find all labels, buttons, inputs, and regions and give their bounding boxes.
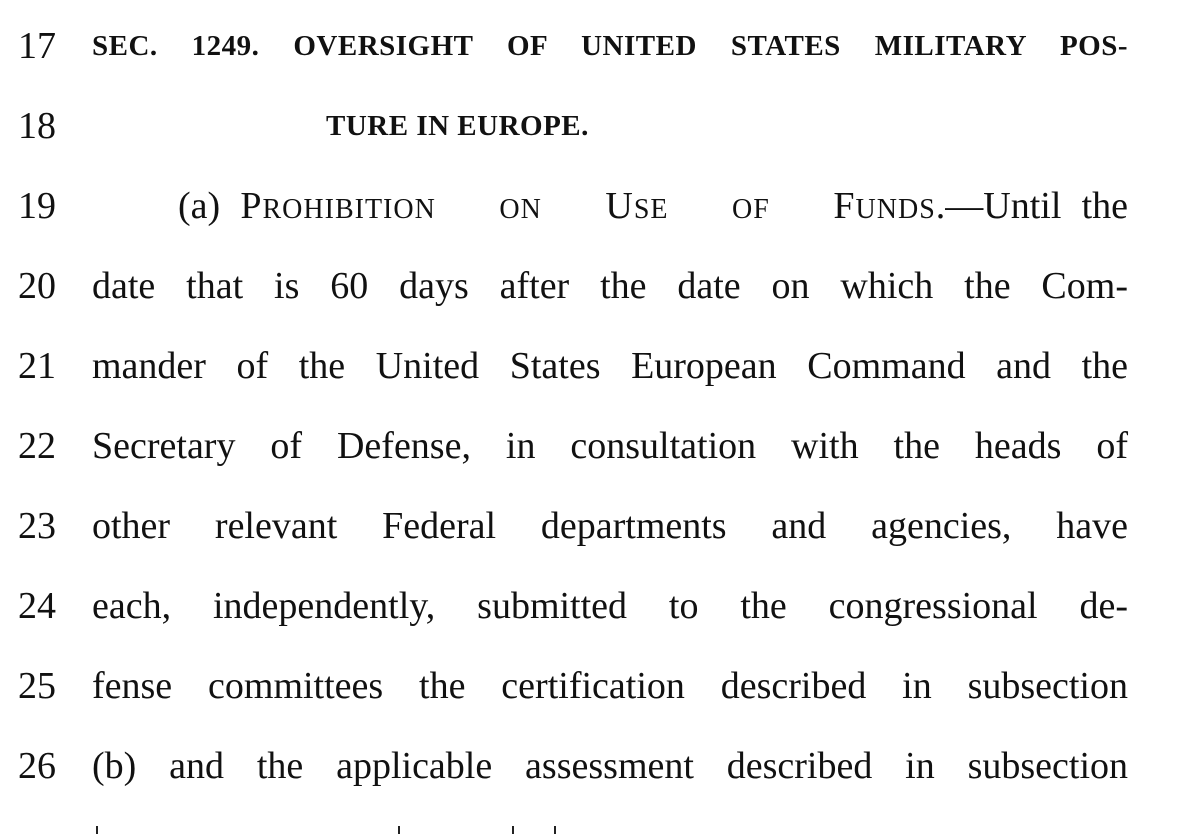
line-number: 19 bbox=[18, 185, 56, 227]
line-number: 22 bbox=[18, 425, 56, 467]
section-heading-continued: TURE IN EUROPE. bbox=[326, 110, 589, 142]
bill-line-20 bbox=[0, 246, 1200, 326]
bill-line-22 bbox=[0, 406, 1200, 486]
bill-line-24 bbox=[0, 566, 1200, 646]
line-text: date that is 60 days after the date on which the Com- bbox=[92, 265, 1128, 307]
line-text: other relevant Federal departments and agencies, have bbox=[92, 505, 1128, 547]
next-line-cutoff bbox=[0, 826, 1200, 836]
line-number: 25 bbox=[18, 665, 56, 707]
line-number: 23 bbox=[18, 505, 56, 547]
bill-line-21 bbox=[0, 326, 1200, 406]
bill-line-18 bbox=[0, 86, 1200, 166]
line-text: mander of the United States European Command and the bbox=[92, 345, 1128, 387]
line-number: 26 bbox=[18, 745, 56, 787]
subsection-label: (a) bbox=[178, 185, 241, 227]
bill-line-19 bbox=[0, 166, 1200, 246]
line-text: each, independently, submitted to the congressional de- bbox=[92, 585, 1128, 627]
bill-line-25 bbox=[0, 646, 1200, 726]
subsection-a-heading bbox=[178, 166, 1128, 250]
subsection-title: PROHIBITION ON USE OF FUNDS bbox=[240, 185, 936, 227]
line-text: Secretary of Defense, in consultation with the heads of bbox=[92, 425, 1128, 467]
line-number: 18 bbox=[18, 105, 56, 147]
line-number: 20 bbox=[18, 265, 56, 307]
line-text: (b) and the applicable assessment described in subsection bbox=[92, 745, 1128, 787]
bill-line-23 bbox=[0, 486, 1200, 566]
section-heading: SEC. 1249. OVERSIGHT OF UNITED STATES MILITARY POS- bbox=[92, 30, 1128, 62]
line-text: fense committees the certification described in subsection bbox=[92, 665, 1128, 707]
line-number: 21 bbox=[18, 345, 56, 387]
line-number: 17 bbox=[18, 25, 56, 67]
subsection-text: .—Until the bbox=[935, 185, 1128, 227]
line-number: 24 bbox=[18, 585, 56, 627]
bill-line-17 bbox=[0, 6, 1200, 86]
bill-line-26 bbox=[0, 726, 1200, 806]
